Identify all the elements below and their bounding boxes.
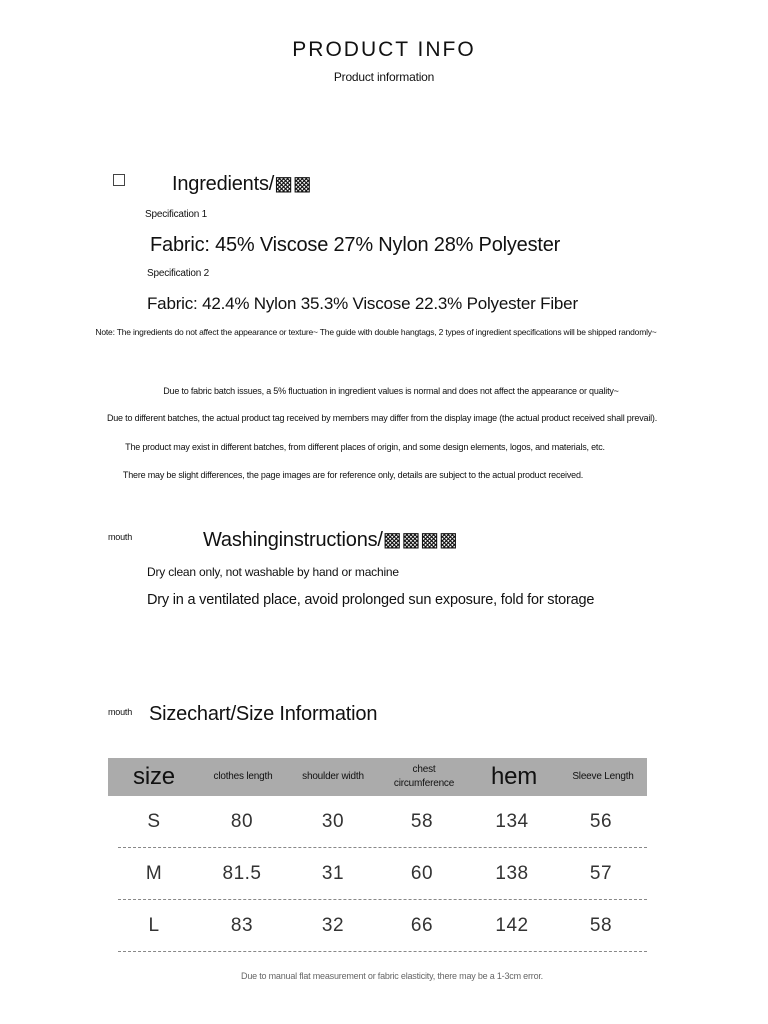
cell-size: M — [145, 863, 163, 884]
table-row — [108, 848, 647, 900]
cell-sleeve-length: 58 — [589, 915, 613, 936]
size-table — [108, 758, 647, 952]
page-subtitle: Product information — [333, 70, 435, 84]
cell-hem: 134 — [495, 811, 529, 832]
washing-line-2: Dry in a ventilated place, avoid prolonged sun exposure, fold for storage — [147, 592, 595, 608]
measurement-note: Due to manual flat measurement or fabric elasticity, there may be a 1-3cm error. — [241, 971, 543, 981]
column-header-clothes-length: clothes length — [213, 771, 273, 782]
column-header-size: size — [133, 763, 175, 790]
table-row — [108, 796, 647, 848]
ingredients-note: Note: The ingredients do not affect the appearance or texture~ The guide with double hangtags, 2 types of ingredient specifications will be shipped randomly~ — [95, 327, 657, 337]
cell-shoulder-width: 31 — [321, 863, 345, 884]
column-header-chest-circumference: chest circumference — [393, 764, 455, 789]
cell-sleeve-length: 56 — [589, 811, 613, 832]
spec2-label: Specification 2 — [147, 268, 210, 279]
sizechart-mouth-label: mouth — [108, 707, 133, 717]
batch-note-4: There may be slight differences, the page images are for reference only, details are subject to the actual product received. — [122, 470, 584, 480]
cell-shoulder-width: 30 — [321, 811, 345, 832]
cell-chest-circumference: 58 — [410, 811, 434, 832]
page-title: PRODUCT INFO — [292, 38, 476, 61]
washing-mouth-label: mouth — [108, 532, 133, 542]
cell-chest-circumference: 66 — [410, 915, 434, 936]
spec1-fabric: Fabric: 45% Viscose 27% Nylon 28% Polyester — [150, 234, 561, 256]
cell-shoulder-width: 32 — [321, 915, 345, 936]
batch-note-2: Due to different batches, the actual product tag received by members may differ from the display image (the actual product received shall prevail). — [106, 413, 658, 423]
cell-size: L — [148, 915, 160, 936]
cell-clothes-length: 80 — [230, 811, 254, 832]
ingredients-heading: Ingredients/▩▩ — [172, 173, 312, 195]
size-table-header — [108, 758, 647, 796]
column-header-shoulder-width: shoulder width — [302, 771, 364, 782]
batch-note-3: The product may exist in different batches, from different places of origin, and some design elements, logos, and materials, etc. — [125, 442, 605, 452]
spec2-fabric: Fabric: 42.4% Nylon 35.3% Viscose 22.3% Polyester Fiber — [147, 294, 578, 313]
washing-line-1: Dry clean only, not washable by hand or machine — [147, 565, 399, 579]
sizechart-heading: Sizechart/Size Information — [149, 703, 378, 725]
cell-sleeve-length: 57 — [589, 863, 613, 884]
washing-heading: Washinginstructions/▩▩▩▩ — [203, 529, 458, 551]
cell-clothes-length: 81.5 — [222, 863, 262, 884]
cell-hem: 138 — [495, 863, 529, 884]
column-header-hem: hem — [490, 763, 538, 790]
spec1-label: Specification 1 — [145, 209, 208, 220]
cell-hem: 142 — [495, 915, 529, 936]
cell-clothes-length: 83 — [230, 915, 254, 936]
cell-size: S — [147, 811, 161, 832]
cell-chest-circumference: 60 — [410, 863, 434, 884]
batch-note-1: Due to fabric batch issues, a 5% fluctuation in ingredient values is normal and does not affect the appearance or quality~ — [163, 386, 619, 396]
checkbox-icon — [113, 174, 125, 186]
row-divider — [118, 951, 647, 952]
column-header-sleeve-length: Sleeve Length — [572, 771, 634, 782]
table-row — [108, 900, 647, 952]
